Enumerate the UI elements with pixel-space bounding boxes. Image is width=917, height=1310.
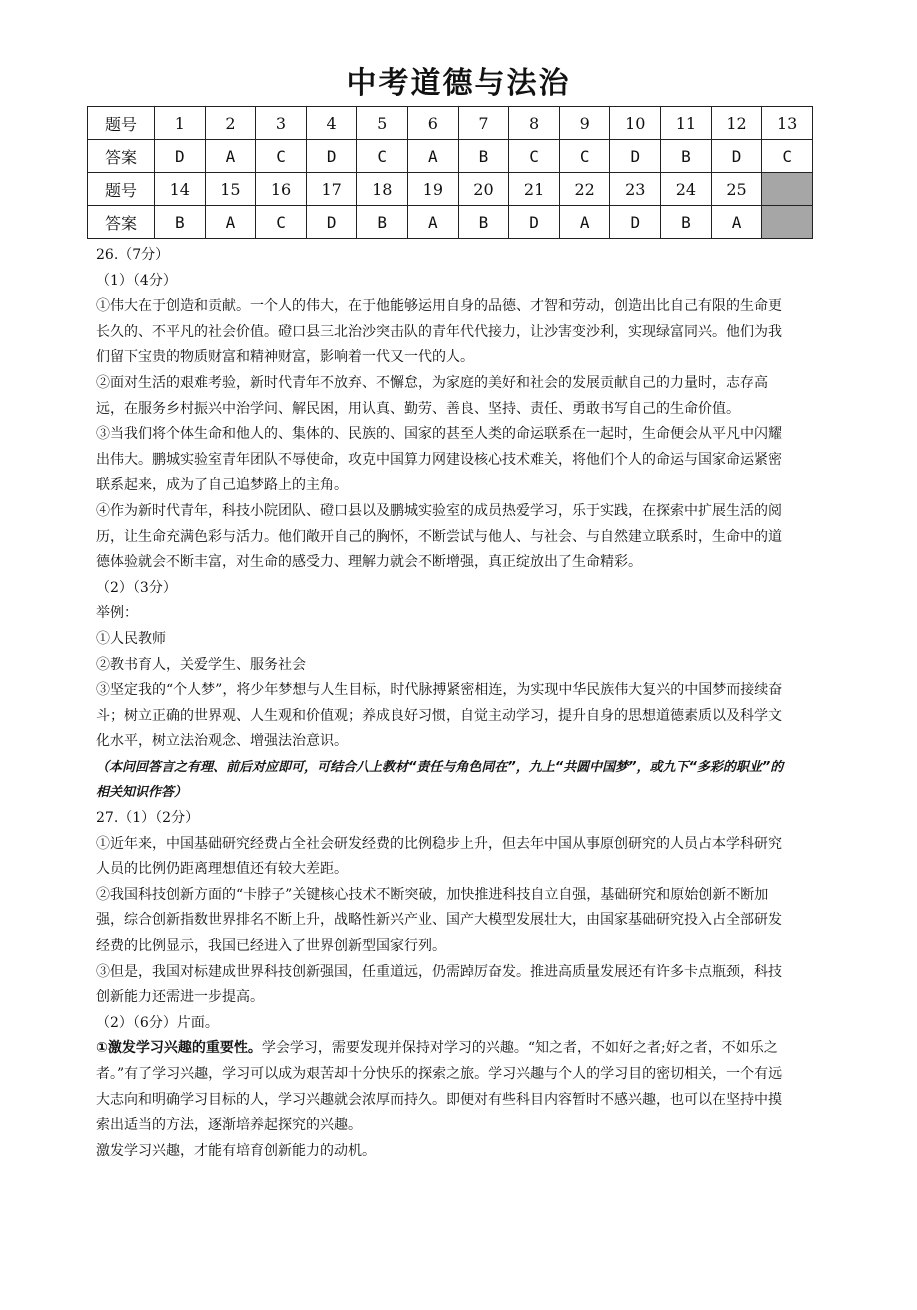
q26-part1-point-3: ③当我们将个体生命和他人的、集体的、民族的、国家的甚至人类的命运联系在一起时，生命便会从平凡中闪耀出伟大。鹏城实验室青年团队不辱使命，攻克中国算力网建设核心技术难关，将他们个人的命运与国家命运紧密联系起来，成为了自己追梦路上的主角。 (96, 426, 782, 494)
question-number-cell: 20 (458, 173, 509, 206)
question-number-label: 题号 (88, 173, 155, 206)
empty-shaded-cell (762, 206, 813, 239)
answer-cell: B (357, 206, 408, 239)
question-number-cell: 10 (610, 107, 661, 140)
answer-cell: B (661, 140, 712, 173)
question-number-cell: 19 (408, 173, 459, 206)
answer-row (88, 206, 813, 239)
answer-cell: C (256, 206, 307, 239)
question-number-cell: 13 (762, 107, 813, 140)
answer-cell: D (509, 206, 560, 239)
q27-part2-conclusion: 激发学习兴趣，才能有培育创新能力的动机。 (96, 1142, 376, 1159)
q27-heading: 27.（1）（2分） (96, 810, 200, 827)
question-number-cell: 9 (559, 107, 610, 140)
question-number-cell: 6 (408, 107, 459, 140)
q26-part1-point-2: ②面对生活的艰难考验，新时代青年不放弃、不懈怠，为家庭的美好和社会的发展贡献自己的力量时，志存高远，在服务乡村振兴中治学问、解民困，用认真、勤劳、善良、坚持、责任、勇敢书写自己的生命价值。 (96, 374, 768, 417)
answer-cell: A (559, 206, 610, 239)
question-number-cell: 16 (256, 173, 307, 206)
answer-cell: D (610, 206, 661, 239)
question-number-row (88, 107, 813, 140)
q27-part2-paragraph (96, 1036, 792, 1138)
question-number-cell: 23 (610, 173, 661, 206)
q26-part2-point-2: ②教书育人，关爱学生、服务社会 (96, 656, 306, 673)
q27-part2-heading: （2）（6分）片面。 (96, 1014, 219, 1031)
q27-part1-point-1: ①近年来，中国基础研究经费占全社会研发经费的比例稳步上升，但去年中国从事原创研究的人员占本学科研究人员的比例仍距离理想值还有较大差距。 (96, 835, 782, 878)
page-title: 中考道德与法治 (346, 66, 571, 101)
q27-part1-point-3: ③但是，我国对标建成世界科技创新强国，任重道远，仍需踔厉奋发。推进高质量发展还有许多卡点瓶颈，科技创新能力还需进一步提高。 (96, 963, 782, 1006)
answer-label: 答案 (88, 206, 155, 239)
question-number-cell: 1 (155, 107, 206, 140)
q27-part1-point-2: ②我国科技创新方面的“卡脖子”关键核心技术不断突破，加快推进科技自立自强，基础研究和原始创新不断加强，综合创新指数世界排名不断上升，战略性新兴产业、国产大模型发展壮大，由国家基础研究投入占全部研发经费的比例显示，我国已经进入了世界创新型国家行列。 (96, 886, 782, 955)
answer-cell: D (306, 140, 357, 173)
answer-cell: B (458, 140, 509, 173)
answer-explanations (96, 243, 792, 1164)
q27-part2-text: 学会学习，需要发现并保持对学习的兴趣。“知之者，不如好之者;好之者，不如乐之者。”有了学习兴趣，学习可以成为艰苦却十分快乐的探索之旅。学习兴趣与个人的学习目的密切相关，一个有远大志向和明确学习目标的人，学习兴趣就会浓厚而持久。即便对有些科目内容暂时不感兴趣，也可以在坚持中摸索出适当的方法，逐渐培养起探究的兴趣。 (96, 1040, 783, 1134)
answer-cell: B (458, 206, 509, 239)
question-number-cell: 15 (205, 173, 256, 206)
question-number-cell: 12 (711, 107, 762, 140)
answer-row (88, 140, 813, 173)
empty-shaded-cell (762, 173, 813, 206)
answer-label: 答案 (88, 140, 155, 173)
question-number-cell: 8 (509, 107, 560, 140)
q26-part1-heading: （1）（4分） (96, 272, 177, 289)
answer-cell: A (408, 206, 459, 239)
q26-part2-heading: （2）（3分） (96, 579, 177, 596)
answer-cell: D (711, 140, 762, 173)
question-number-row (88, 173, 813, 206)
question-number-cell: 2 (205, 107, 256, 140)
q26-part2-point-3: ③坚定我的“个人梦”，将少年梦想与人生目标，时代脉搏紧密相连，为实现中华民族伟大复兴的中国梦而接续奋斗；树立正确的世界观、人生观和价值观；养成良好习惯，自觉主动学习，提升自身的思想道德素质以及科学文化水平，树立法治观念、增强法治意识。 (96, 682, 783, 750)
answer-cell: A (205, 140, 256, 173)
q26-grading-note: （本问回答言之有理、前后对应即可，可结合八上教材“责任与角色同在”，九上“共圆中国梦”，或九下“多彩的职业”的相关知识作答） (96, 759, 784, 801)
question-number-cell: 11 (661, 107, 712, 140)
answer-cell: C (256, 140, 307, 173)
answer-cell: D (155, 140, 206, 173)
question-number-cell: 21 (509, 173, 560, 206)
answer-cell: D (306, 206, 357, 239)
answer-cell: B (155, 206, 206, 239)
question-number-cell: 3 (256, 107, 307, 140)
answer-cell: D (610, 140, 661, 173)
question-number-cell: 24 (661, 173, 712, 206)
question-number-cell: 7 (458, 107, 509, 140)
q26-part1-point-4: ④作为新时代青年，科技小院团队、磴口县以及鹏城实验室的成员热爱学习，乐于实践，在探索中扩展生活的阅历，让生命充满色彩与活力。他们敞开自己的胸怀，不断尝试与他人、与社会、与自然建立联系时，生命中的道德体验就会不断丰富，对生命的感受力、理解力就会不断增强，真正绽放出了生命精彩。 (96, 502, 782, 571)
answer-cell: A (205, 206, 256, 239)
question-number-cell: 17 (306, 173, 357, 206)
answer-cell: A (711, 206, 762, 239)
question-number-cell: 14 (155, 173, 206, 206)
q26-part2-example-label: 举例： (96, 605, 138, 622)
q26-part2-point-1: ①人民教师 (96, 630, 166, 647)
question-number-cell: 5 (357, 107, 408, 140)
q27-part2-lead: ①激发学习兴趣的重要性。 (96, 1040, 262, 1057)
answer-cell: A (408, 140, 459, 173)
question-number-label: 题号 (88, 107, 155, 140)
question-number-cell: 18 (357, 173, 408, 206)
answer-cell: C (559, 140, 610, 173)
question-number-cell: 22 (559, 173, 610, 206)
question-number-cell: 25 (711, 173, 762, 206)
answer-cell: C (357, 140, 408, 173)
answer-cell: C (762, 140, 813, 173)
answer-cell: C (509, 140, 560, 173)
q26-part1-point-1: ①伟大在于创造和贡献。一个人的伟大，在于他能够运用自身的品德、才智和劳动，创造出比自己有限的生命更长久的、不平凡的社会价值。磴口县三北治沙突击队的青年代代接力，让沙害变沙利，实现绿富同兴。他们为我们留下宝贵的物质财富和精神财富，影响着一代又一代的人。 (96, 298, 782, 366)
q26-heading: 26.（7分） (96, 247, 170, 263)
question-number-cell: 4 (306, 107, 357, 140)
answer-cell: B (661, 206, 712, 239)
answer-table (87, 106, 813, 239)
